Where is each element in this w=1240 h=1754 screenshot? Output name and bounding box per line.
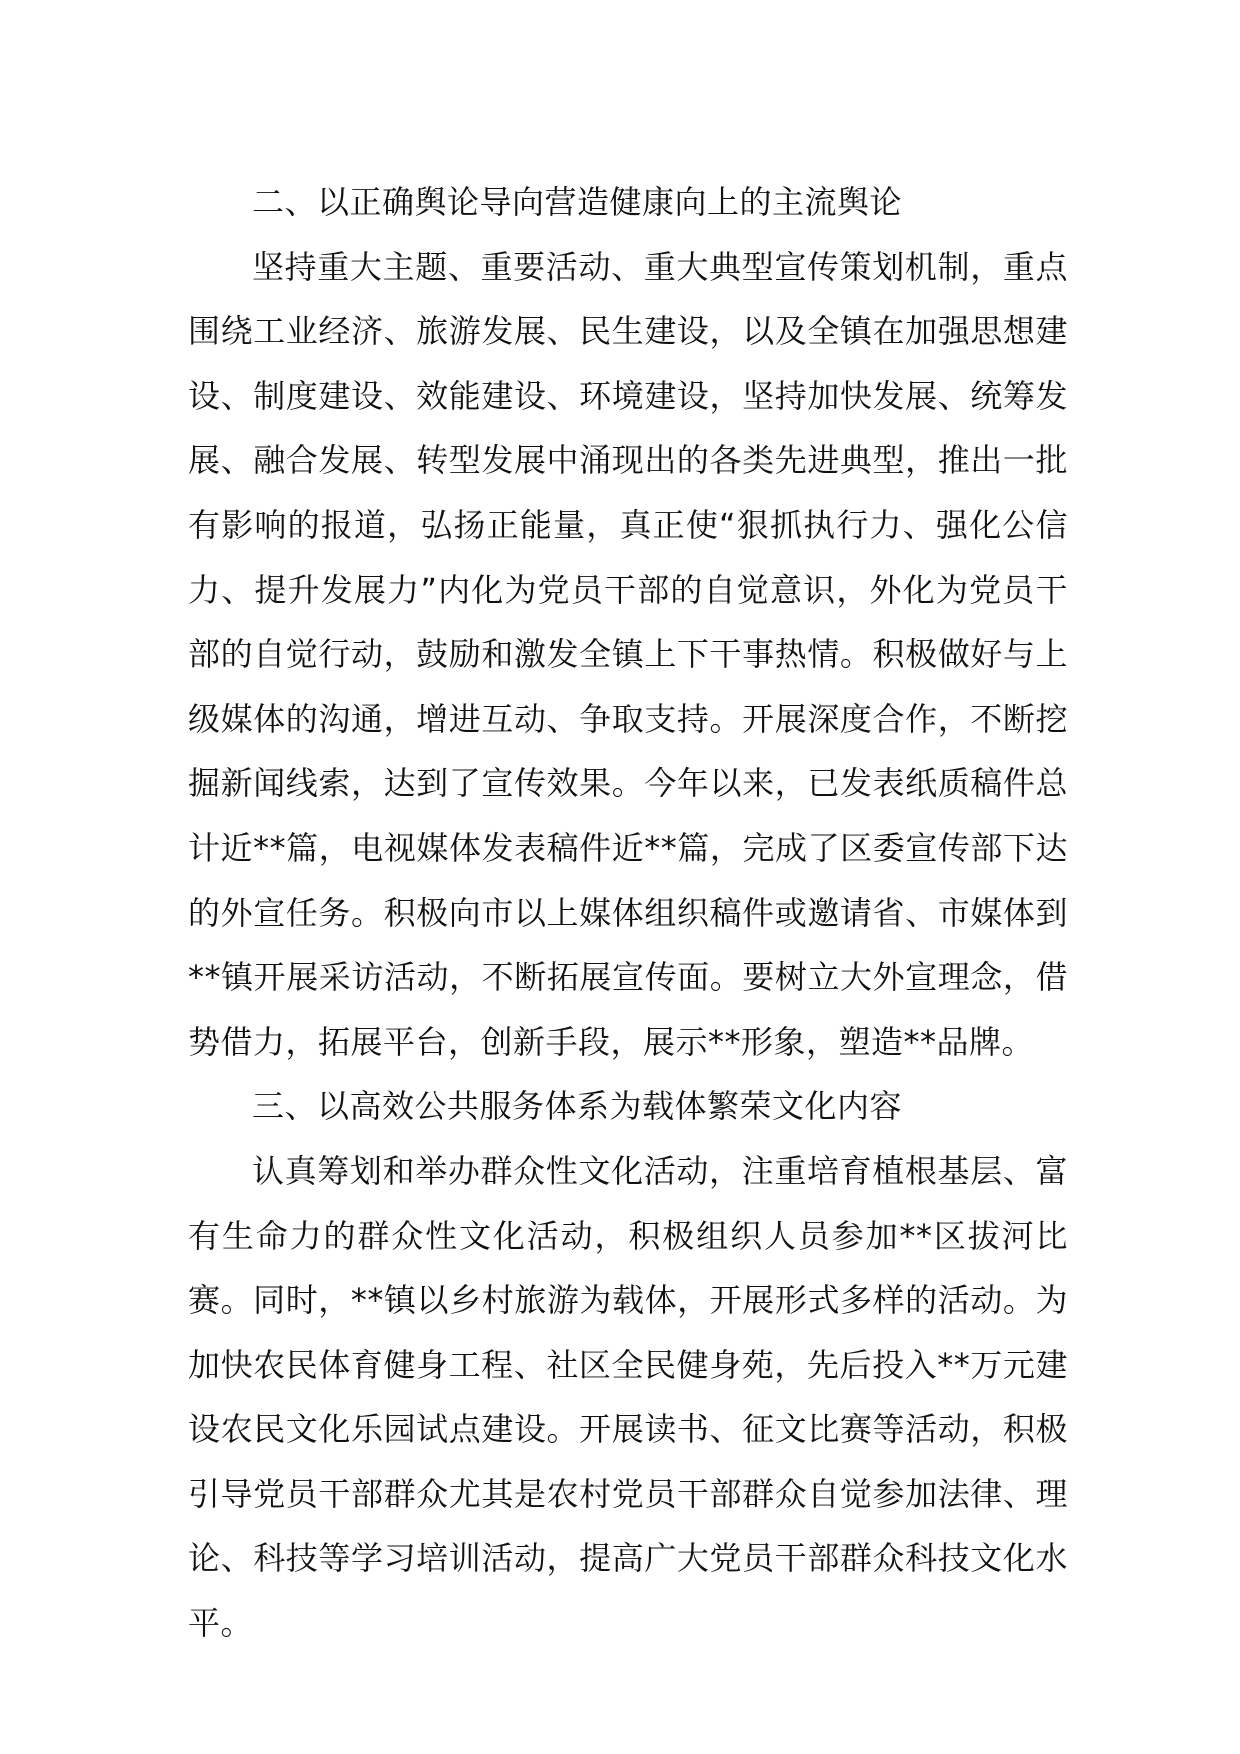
document-body xyxy=(188,170,1068,1656)
section-heading-3: 三、以高效公共服务体系为载体繁荣文化内容 xyxy=(252,1087,903,1126)
paragraph-public-opinion: 坚持重大主题、重要活动、重大典型宣传策划机制，重点围绕工业经济、旅游发展、民生建设，以及全镇在加强思想建设、制度建设、效能建设、环境建设，坚持加快发展、统筹发展、融合发展、转型发展中涌现出的各类先进典型，推出一批有影响的报道，弘扬正能量，真正使“狠抓执行力、强化公信力、提升发展力”内化为党员干部的自觉意识，外化为党员干部的自觉行动，鼓励和激发全镇上下干事热情。积极做好与上级媒体的沟通，增进互动、争取支持。开展深度合作，不断挖掘新闻线索，达到了宣传效果。今年以来，已发表纸质稿件总计近**篇，电视媒体发表稿件近**篇，完成了区委宣传部下达的外宣任务。积极向市以上媒体组织稿件或邀请省、市媒体到**镇开展采访活动，不断拓展宣传面。要树立大外宣理念，借势借力，拓展平台，创新手段，展示**形象，塑造**品牌。 xyxy=(188,247,1068,1061)
paragraph-cultural-activities: 认真筹划和举办群众性文化活动，注重培育植根基层、富有生命力的群众性文化活动，积极组织人员参加**区拔河比赛。同时，**镇以乡村旅游为载体，开展形式多样的活动。为加快农民体育健身工程、社区全民健身苑，先后投入**万元建设农民文化乐园试点建设。开展读书、征文比赛等活动，积极引导党员干部群众尤其是农村党员干部群众自觉参加法律、理论、科技等学习培训活动，提高广大党员干部群众科技文化水平。 xyxy=(188,1151,1068,1643)
section-heading-2: 二、以正确舆论导向营造健康向上的主流舆论 xyxy=(252,183,903,221)
